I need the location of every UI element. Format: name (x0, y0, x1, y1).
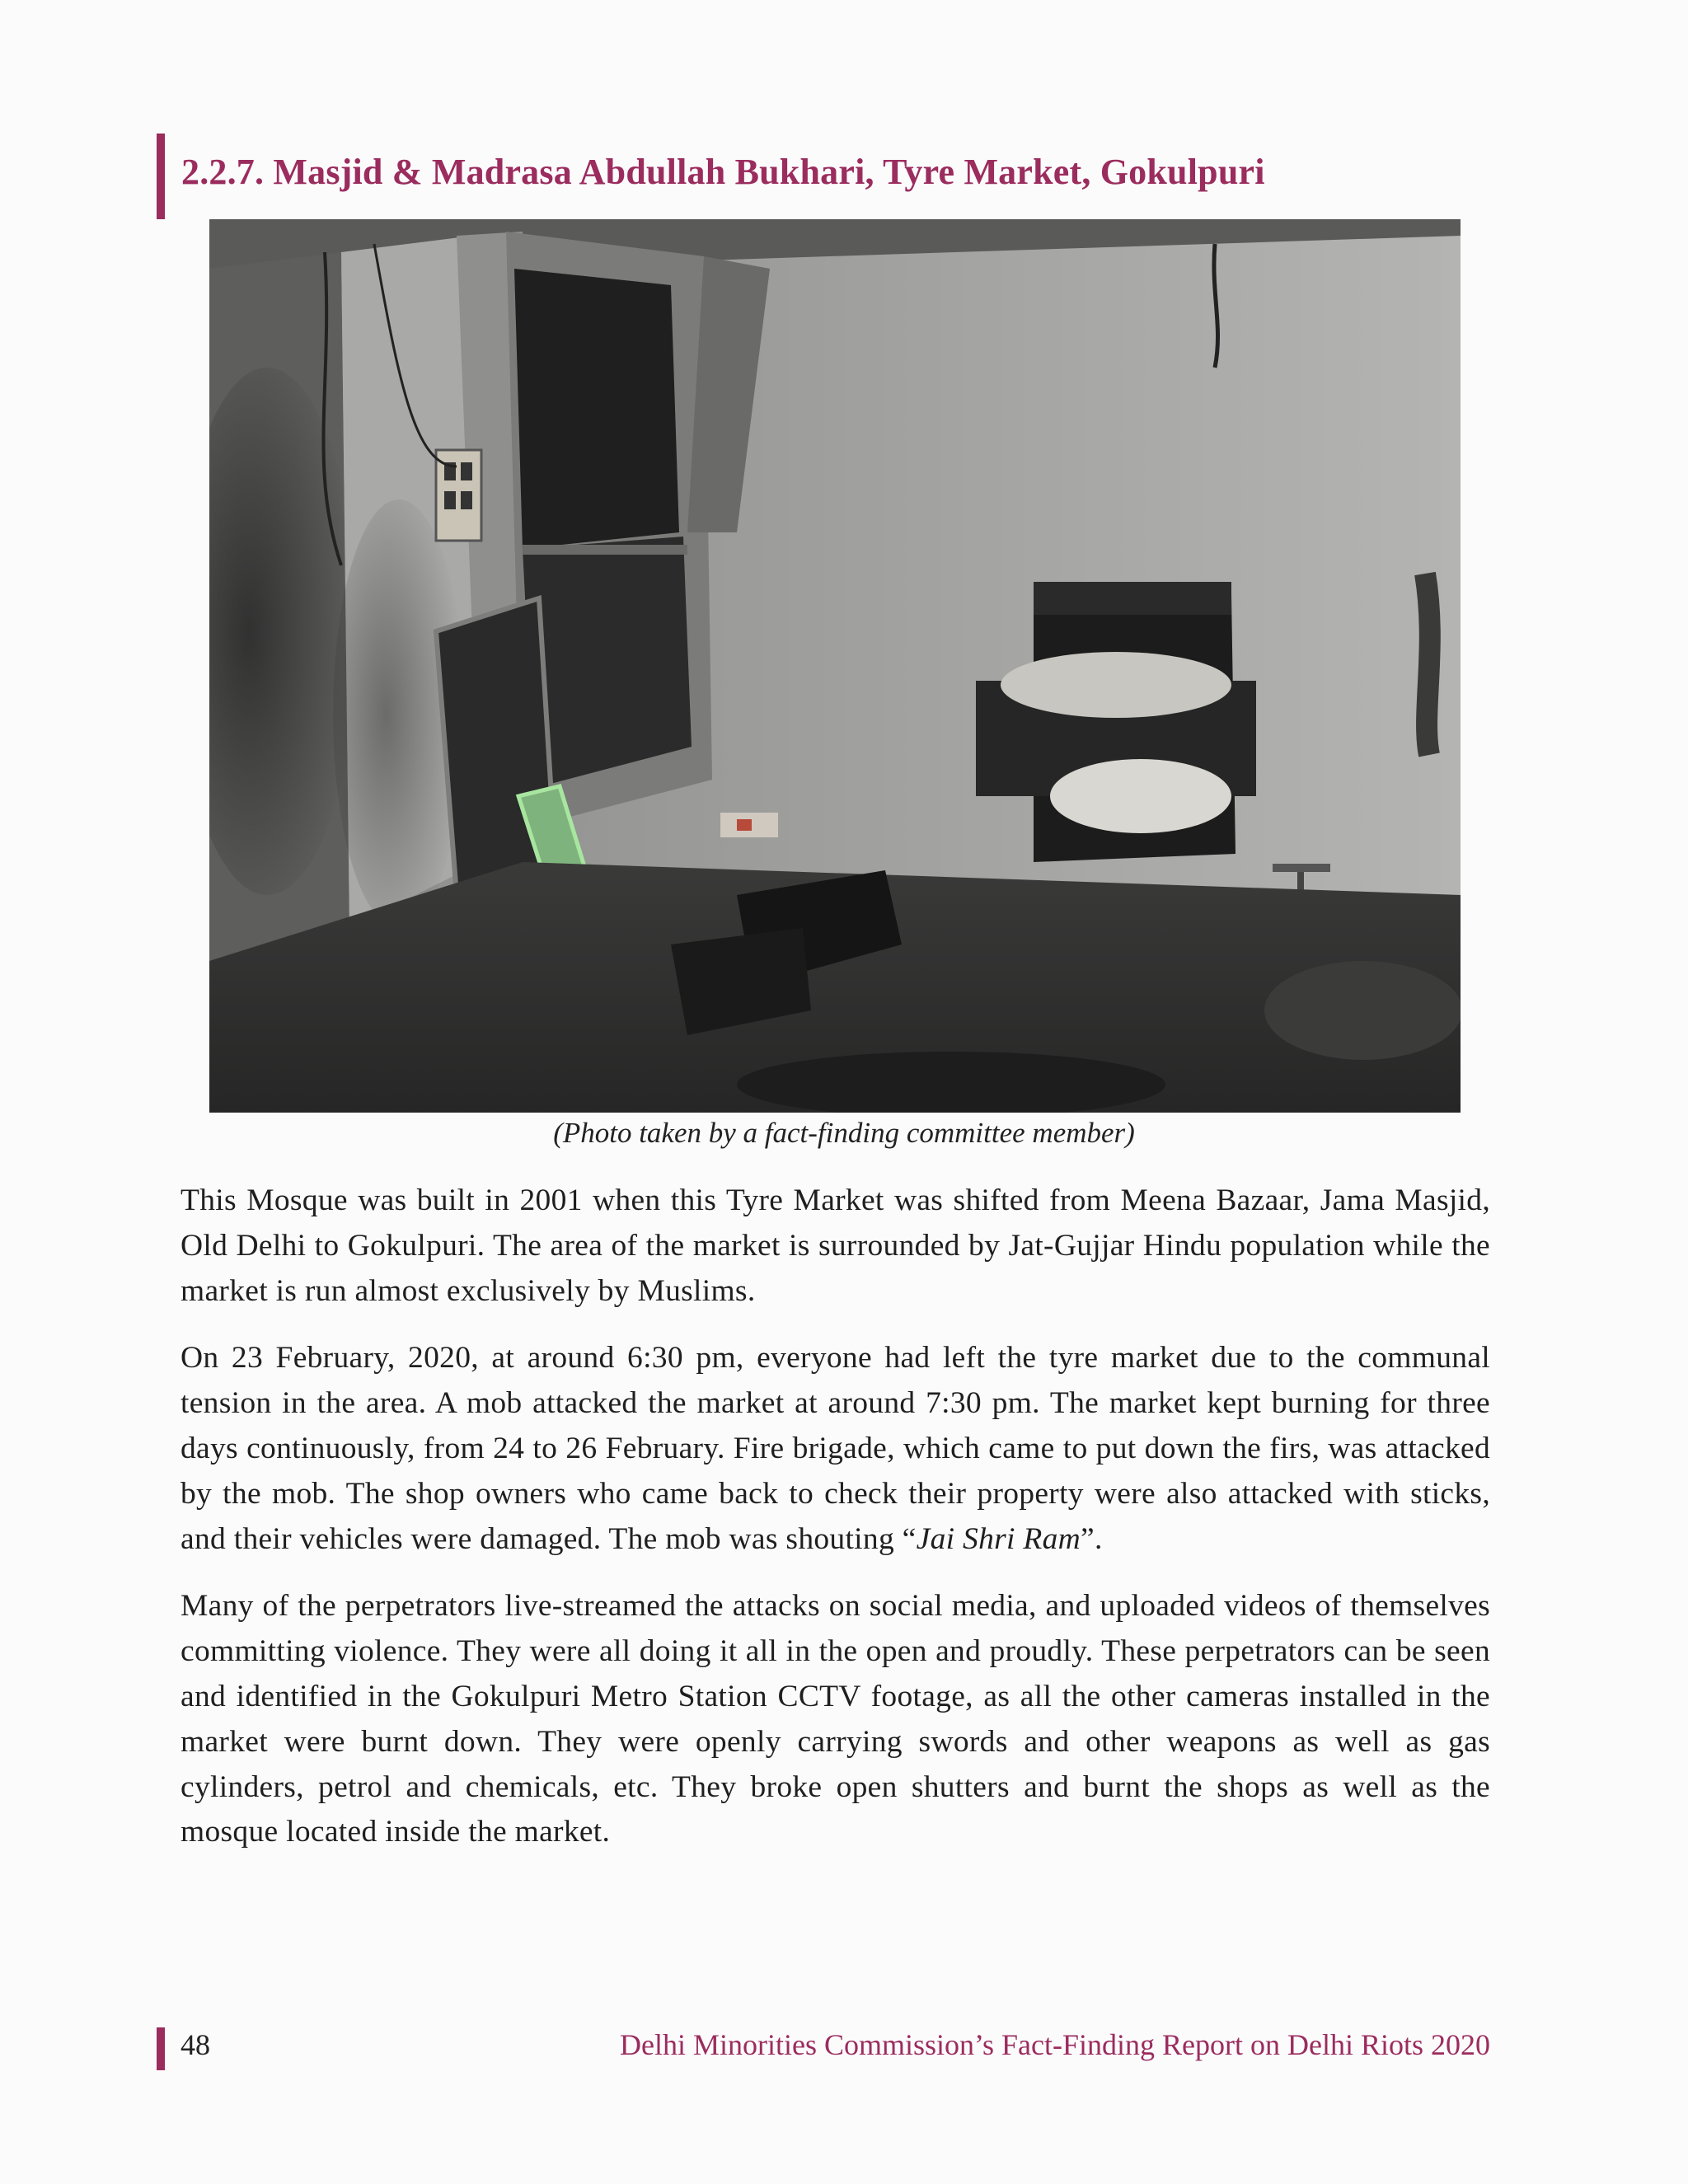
section-heading: 2.2.7. Masjid & Madrasa Abdullah Bukhari, Tyre Market, Gokulpuri (181, 152, 1265, 192)
footer-accent-bar (157, 2027, 165, 2070)
body-text (181, 1179, 1490, 1877)
paragraph-1: This Mosque was built in 2001 when this Tyre Market was shifted from Meena Bazaar, Jama Masjid, Old Delhi to Gokulpuri. The area of the market is surrounded by Jat-Gujjar Hindu population while the market is run almost exclusively by Muslims. (181, 1183, 1490, 1308)
photo-caption: (Photo taken by a fact-finding committee member) (553, 1117, 1135, 1149)
paragraph-3: Many of the perpetrators live-streamed the attacks on social media, and uploaded videos of themselves committing violence. They were all doing it all in the open and proudly. These perpetrators can be seen and identified in the Gokulpuri Metro Station CCTV footage, as all the other cameras installed in the market were burnt down. They were openly carrying swords and other weapons as well as gas cylinders, petrol and chemicals, etc. They broke open shutters and burnt the shops as well as the mosque located inside the market. (181, 1589, 1490, 1849)
burnt-mosque-photo (209, 219, 1461, 1113)
page-number: 48 (181, 2028, 210, 2061)
running-footer-title: Delhi Minorities Commission’s Fact-Finding Report on Delhi Riots 2020 (619, 2028, 1490, 2061)
heading-accent-bar (157, 134, 165, 219)
paragraph-2 (181, 1336, 1490, 1562)
paragraph-2-text: On 23 February, 2020, at around 6:30 pm, everyone had left the tyre market due to the communal tension in the area. A mob attacked the market at around 7:30 pm. The market kept burning for three days continuously, from 24 to 26 February. Fire brigade, which came to put down the firs, was attacked by the mob. The shop owners who came back to check their property were also attacked with sticks, and their vehicles were damaged. The mob was shouting “ (181, 1341, 1490, 1556)
slogan-italic: Jai Shri Ram (916, 1521, 1081, 1556)
paragraph-2-end: ”. (1081, 1521, 1103, 1556)
